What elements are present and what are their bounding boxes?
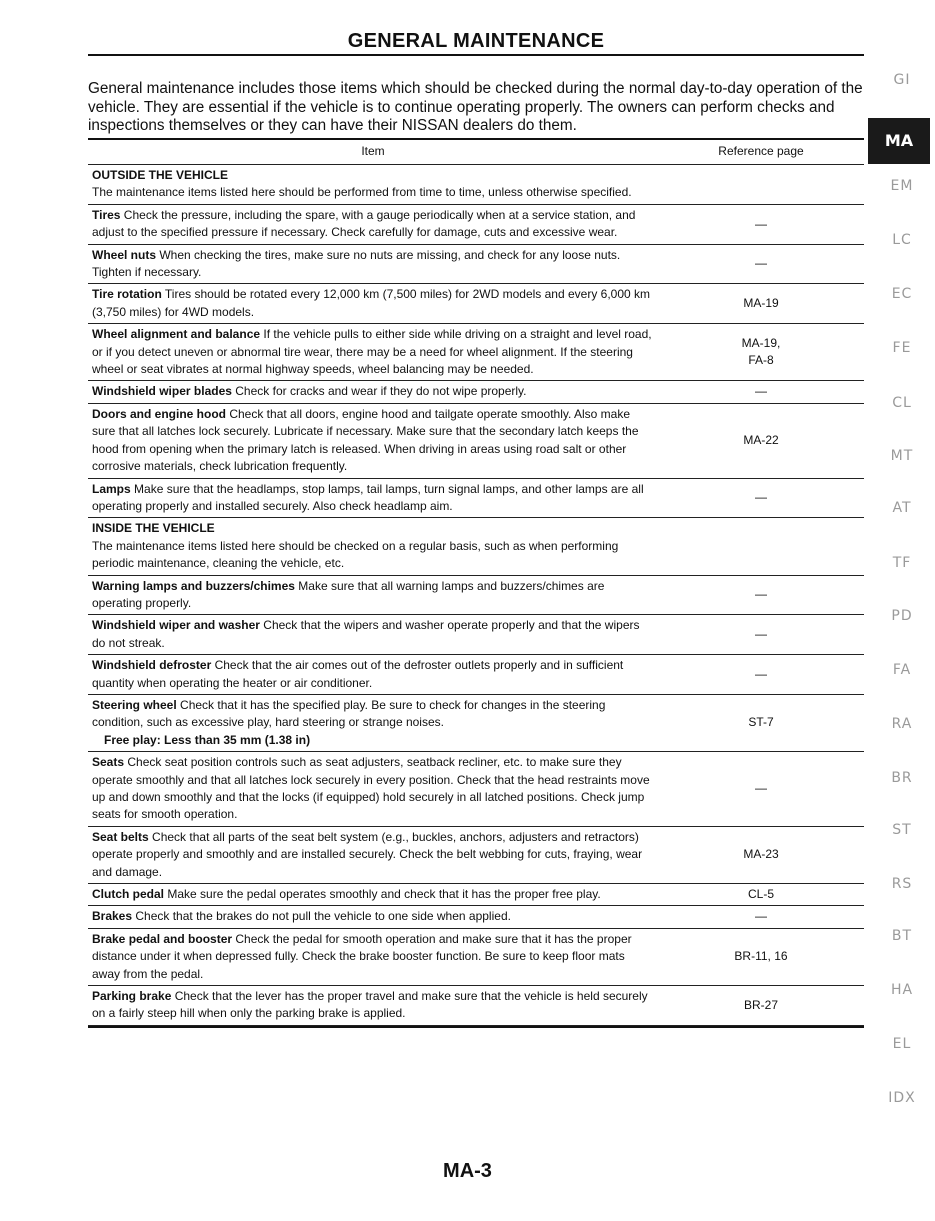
item-cell xyxy=(88,284,658,323)
section-tab-lc[interactable]: LC xyxy=(892,232,912,248)
item-cell xyxy=(88,165,658,204)
table-row xyxy=(88,929,864,986)
item-cell xyxy=(88,576,658,615)
table-row xyxy=(88,655,864,695)
item-name: Wheel nuts xyxy=(92,247,157,262)
section-tabs xyxy=(868,0,935,1221)
table-row xyxy=(88,884,864,906)
item-cell xyxy=(88,205,658,244)
reference-cell xyxy=(658,615,864,654)
item-description: Check that the wipers and washer operate properly and that the wipers do not streak. xyxy=(92,618,640,650)
reference-cell xyxy=(658,827,864,883)
item-name: Tire rotation xyxy=(92,287,162,302)
item-name: Lamps xyxy=(92,481,131,496)
section-tab-rs[interactable]: RS xyxy=(891,876,913,892)
item-description: Check that the lever has the proper travel and make sure that the vehicle is held securely on a fairly steep hill when only the parking brake is applied. xyxy=(92,989,648,1021)
reference-page: — xyxy=(755,216,767,231)
item-cell xyxy=(88,827,658,883)
section-tab-mt[interactable]: MT xyxy=(890,448,914,464)
table-header xyxy=(88,143,864,165)
table-row xyxy=(88,245,864,285)
item-description: Check that it has the specified play. Be sure to check for changes in the steering condition, such as excessive play, hard steering or strange noises. xyxy=(92,697,606,730)
item-description: Check the pressure, including the spare, with a gauge periodically when at a service station, and adjust to the specified pressure if necessary. Check carefully for damage, cuts and excessive wear. xyxy=(92,207,636,240)
reference-cell xyxy=(658,752,864,826)
column-header-item: Item xyxy=(361,144,385,158)
item-description: Check for cracks and wear if they do not wipe properly. xyxy=(231,384,527,399)
table-row xyxy=(88,906,864,928)
reference-cell xyxy=(658,884,864,905)
section-description: The maintenance items listed here should be checked on a regular basis, such as when performing periodic maintenance, cleaning the vehicle, etc. xyxy=(92,538,619,571)
reference-page: — xyxy=(755,490,767,505)
table-row xyxy=(88,479,864,519)
section-tab-at[interactable]: AT xyxy=(892,500,912,516)
section-tab-bt[interactable]: BT xyxy=(891,928,913,944)
reference-cell xyxy=(658,284,864,323)
reference-page: ST-7 xyxy=(748,715,774,730)
item-cell xyxy=(88,906,658,927)
section-tab-idx[interactable]: IDX xyxy=(888,1090,916,1106)
reference-cell xyxy=(658,324,864,380)
item-cell xyxy=(88,245,658,284)
reference-cell xyxy=(658,518,864,574)
item-name: Seats xyxy=(92,755,125,770)
item-description: Check seat position controls such as seat adjusters, seatback recliner, etc. to make sure they operate smoothly and that all latches lock securely in every position. Check that the head restraints move up and down smoothly and that the locks (if equipped) hold securely in all latched positions. Check jump seats for smooth operation. xyxy=(92,755,650,822)
table-row xyxy=(88,381,864,403)
item-cell xyxy=(88,479,658,518)
item-description: Check that the brakes do not pull the vehicle to one side when applied. xyxy=(132,909,511,924)
reference-cell xyxy=(658,929,864,985)
item-cell xyxy=(88,929,658,985)
reference-page: — xyxy=(755,666,767,681)
section-tab-pd[interactable]: PD xyxy=(891,608,913,624)
item-name: Warning lamps and buzzers/chimes xyxy=(92,578,295,593)
item-description: Check that the air comes out of the defroster outlets properly and in sufficient quantity when operating the heater or air conditioner. xyxy=(92,658,624,690)
reference-cell xyxy=(658,576,864,615)
reference-cell xyxy=(658,986,864,1025)
item-name: Windshield defroster xyxy=(92,658,212,673)
section-tab-cl[interactable]: CL xyxy=(892,395,912,411)
reference-cell xyxy=(658,404,864,478)
section-tab-ha[interactable]: HA xyxy=(890,982,914,998)
reference-cell xyxy=(658,205,864,244)
table-row xyxy=(88,324,864,381)
item-cell xyxy=(88,518,658,574)
section-row xyxy=(88,518,864,575)
section-tab-gi[interactable]: GI xyxy=(893,72,911,88)
section-row xyxy=(88,165,864,205)
table-bottom-rule xyxy=(88,1026,864,1028)
item-cell xyxy=(88,884,658,905)
table-row xyxy=(88,404,864,479)
column-header-reference: Reference page xyxy=(718,144,804,158)
reference-page: — xyxy=(755,627,767,642)
title-rule xyxy=(88,54,864,56)
item-description: Make sure that all warning lamps and buzzers/chimes are operating properly. xyxy=(92,578,605,610)
reference-page: BR-11, 16 xyxy=(734,949,788,964)
intro-paragraph: General maintenance includes those items which should be checked during the normal day-to-day operation of the vehicle. They are essential if the vehicle is to continue operating properly. The owners can perform checks and inspections themselves or they can have their NISSAN dealers do them. xyxy=(88,80,863,134)
item-cell xyxy=(88,615,658,654)
page-number: MA-3 xyxy=(443,1160,492,1182)
item-description: Tires should be rotated every 12,000 km (7,500 miles) for 2WD models and every 6,000 km (3,750 miles) for 4WD models. xyxy=(92,287,651,319)
reference-page: CL-5 xyxy=(747,887,774,902)
reference-page: MA-19, FA-8 xyxy=(741,335,781,368)
reference-page: — xyxy=(755,256,767,271)
item-name: Steering wheel xyxy=(92,697,177,712)
section-tab-ma[interactable]: MA xyxy=(868,118,930,164)
item-name: Windshield wiper blades xyxy=(92,384,232,399)
item-name: Tires xyxy=(92,207,121,222)
section-title: INSIDE THE VEHICLE xyxy=(92,521,215,536)
section-tab-fe[interactable]: FE xyxy=(892,340,912,356)
item-name: Brakes xyxy=(92,909,133,924)
section-tab-ec[interactable]: EC xyxy=(891,286,913,302)
item-name: Doors and engine hood xyxy=(92,406,226,421)
reference-page: MA-23 xyxy=(743,847,779,862)
table-row xyxy=(88,695,864,752)
reference-cell xyxy=(658,165,864,204)
item-cell xyxy=(88,404,658,478)
item-name: Windshield wiper and washer xyxy=(92,618,260,633)
maintenance-table xyxy=(88,143,864,1028)
section-tab-br[interactable]: BR xyxy=(891,770,913,786)
reference-page: — xyxy=(755,384,767,399)
item-description: Make sure that the headlamps, stop lamps, tail lamps, turn signal lamps, and other lamps are all operating properly and installed securely. Also check headlamp aim. xyxy=(92,481,644,513)
reference-page: MA-19 xyxy=(743,296,779,311)
table-row xyxy=(88,576,864,616)
section-tab-ra[interactable]: RA xyxy=(891,716,913,732)
item-cell xyxy=(88,752,658,826)
item-cell xyxy=(88,695,658,751)
item-name: Clutch pedal xyxy=(92,887,165,902)
item-cell xyxy=(88,655,658,694)
item-name: Parking brake xyxy=(92,989,172,1004)
reference-cell xyxy=(658,906,864,927)
item-spec: Free play: Less than 35 mm (1.38 in) xyxy=(104,732,311,747)
item-description: Make sure the pedal operates smoothly and check that it has the proper free play. xyxy=(164,887,601,902)
reference-page: — xyxy=(755,909,767,924)
reference-cell xyxy=(658,381,864,402)
page-title: GENERAL MAINTENANCE xyxy=(347,30,605,52)
reference-page: — xyxy=(755,587,767,602)
section-description: The maintenance items listed here should be performed from time to time, unless otherwise specified. xyxy=(92,185,632,200)
item-cell xyxy=(88,324,658,380)
item-description: Check that all doors, engine hood and tailgate operate smoothly. Also make sure that all latches lock securely. Lubricate if necessary. Make sure that the secondary latch keeps the hood from opening when the primary latch is released. When driving in areas using road salt or other corrosive materials, check lubrication frequently. xyxy=(92,406,639,474)
reference-cell xyxy=(658,695,864,751)
table-row xyxy=(88,615,864,655)
table-body xyxy=(88,165,864,1026)
section-tab-tf[interactable]: TF xyxy=(892,555,912,571)
reference-page: BR-27 xyxy=(743,997,778,1012)
item-description: When checking the tires, make sure no nuts are missing, and check for any loose nuts. Tighten if necessary. xyxy=(92,247,621,280)
item-name: Seat belts xyxy=(92,829,149,844)
item-cell xyxy=(88,986,658,1025)
item-description: Check the pedal for smooth operation and make sure that it has the proper distance under it when depressed fully. Check the brake booster function. Be sure to keep floor mats away from the pedal. xyxy=(92,931,632,981)
reference-page: — xyxy=(755,781,767,796)
item-name: Wheel alignment and balance xyxy=(92,327,261,342)
table-row xyxy=(88,752,864,827)
reference-cell xyxy=(658,245,864,284)
section-tab-st[interactable]: ST xyxy=(892,822,912,838)
reference-page: MA-22 xyxy=(743,432,779,447)
reference-cell xyxy=(658,479,864,518)
item-description: Check that all parts of the seat belt system (e.g., buckles, anchors, adjusters and retractors) operate properly and smoothly and are installed securely. Check the belt webbing for cuts, fraying, wear and damage. xyxy=(92,829,643,879)
section-tab-em[interactable]: EM xyxy=(890,178,914,194)
item-name: Brake pedal and booster xyxy=(92,931,233,946)
item-cell xyxy=(88,381,658,402)
section-tab-fa[interactable]: FA xyxy=(892,662,912,678)
table-row xyxy=(88,827,864,884)
reference-cell xyxy=(658,655,864,694)
table-row xyxy=(88,284,864,324)
table-row xyxy=(88,986,864,1026)
table-top-rule xyxy=(88,138,864,140)
table-row xyxy=(88,205,864,245)
section-tab-el[interactable]: EL xyxy=(892,1036,912,1052)
item-description: If the vehicle pulls to either side while driving on a straight and level road, or if you detect uneven or abnormal tire wear, there may be a need for wheel alignment. If the steering wheel or seat vibrates at normal highway speeds, wheel balancing may be needed. xyxy=(92,327,652,377)
section-title: OUTSIDE THE VEHICLE xyxy=(92,168,229,182)
